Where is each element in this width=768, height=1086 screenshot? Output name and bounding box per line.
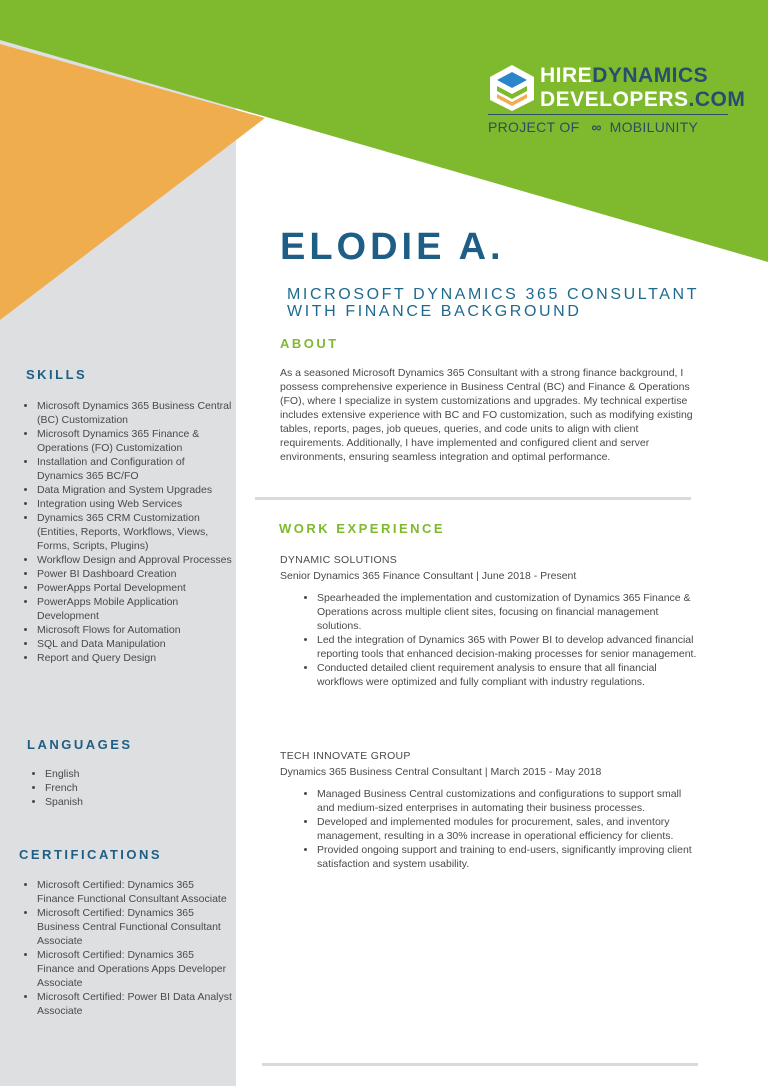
job-bullet: • Provided ongoing support and training to end-users, significantly improving client satisfaction and system usability.	[317, 843, 701, 871]
skill-item: • SQL and Data Manipulation	[37, 637, 233, 651]
role-line-1: MICROSOFT DYNAMICS 365 CONSULTANT	[287, 286, 700, 303]
skill-item: • Data Migration and System Upgrades	[37, 483, 233, 497]
about-heading: ABOUT	[280, 336, 339, 351]
logo-subtitle-prefix: PROJECT OF	[488, 119, 580, 135]
company-logo	[488, 62, 746, 142]
certification-item: • Microsoft Certified: Dynamics 365 Business Central Functional Consultant Associate	[37, 906, 233, 948]
language-item: • French	[45, 781, 225, 795]
job-bullet: • Spearheaded the implementation and customization of Dynamics 365 Finance & Operations across multiple client sites, focusing on financial management solutions.	[317, 591, 701, 633]
certification-item: • Microsoft Certified: Dynamics 365 Finance Functional Consultant Associate	[37, 878, 233, 906]
bottom-divider	[262, 1063, 698, 1066]
skills-list	[21, 399, 233, 665]
logo-divider	[488, 114, 728, 115]
skill-item: • Power BI Dashboard Creation	[37, 567, 233, 581]
skill-item: • Microsoft Dynamics 365 Finance & Operations (FO) Customization	[37, 427, 233, 455]
candidate-role	[287, 286, 727, 320]
language-item: • Spanish	[45, 795, 225, 809]
job-bullet: • Conducted detailed client requirement analysis to ensure that all financial workflows were optimized and fully compliant with industry regulations.	[317, 661, 701, 689]
section-divider	[255, 497, 691, 500]
job-bullet: • Managed Business Central customizations and configurations to support small and medium-sized enterprises in automating their business processes.	[317, 787, 701, 815]
logo-word-developers: DEVELOPERS	[540, 88, 689, 111]
layered-diamond-icon	[488, 64, 536, 112]
skill-item: • Dynamics 365 CRM Customization (Entities, Reports, Workflows, Views, Forms, Scripts, Plugins)	[37, 511, 233, 553]
skill-item: • Installation and Configuration of Dynamics 365 BC/FO	[37, 455, 233, 483]
job-title: Senior Dynamics 365 Finance Consultant | June 2018 - Present	[280, 570, 577, 582]
logo-word-com: .COM	[688, 88, 746, 111]
logo-subtitle-brand: MOBILUNITY	[609, 119, 699, 135]
work-experience-heading: WORK EXPERIENCE	[279, 521, 446, 536]
job-title: Dynamics 365 Business Central Consultant | March 2015 - May 2018	[280, 766, 602, 778]
certifications-list	[21, 878, 233, 1018]
skill-item: • Workflow Design and Approval Processes	[37, 553, 233, 567]
job-bullet: • Led the integration of Dynamics 365 with Power BI to develop advanced financial reporting tools that enhanced decision-making processes for senior management.	[317, 633, 701, 661]
language-item: • English	[45, 767, 225, 781]
skill-item: • Integration using Web Services	[37, 497, 233, 511]
logo-line-2	[540, 89, 745, 111]
candidate-name: ELODIE A.	[280, 226, 505, 268]
skills-heading: SKILLS	[26, 367, 88, 382]
skill-item: • Microsoft Flows for Automation	[37, 623, 233, 637]
mobilunity-icon: ∞	[591, 119, 602, 135]
about-text: As a seasoned Microsoft Dynamics 365 Consultant with a strong finance background, I possess comprehensive experience in Business Central (BC) and Finance & Operations (FO), where I specialize in system customizations and upgrades. My technical expertise includes extensive experience with BC and FO customization, such as modifying existing tables, reports, pages, job queues, queries, and code units to align with client requirements. Additionally, I have implemented and configured client and server environments, ensuring seamless integration and optimal performance.	[280, 367, 693, 463]
certifications-heading: CERTIFICATIONS	[19, 847, 163, 862]
logo-word-hire: HIRE	[540, 64, 593, 87]
certification-item: • Microsoft Certified: Power BI Data Analyst Associate	[37, 990, 233, 1018]
certification-item: • Microsoft Certified: Dynamics 365 Finance and Operations Apps Developer Associate	[37, 948, 233, 990]
job-company: DYNAMIC SOLUTIONS	[280, 554, 398, 566]
role-line-2: WITH FINANCE BACKGROUND	[287, 303, 582, 320]
skill-item: • Report and Query Design	[37, 651, 233, 665]
logo-line-1	[540, 65, 708, 87]
skill-item: • PowerApps Portal Development	[37, 581, 233, 595]
logo-subtitle	[488, 119, 698, 135]
skill-item: • PowerApps Mobile Application Development	[37, 595, 233, 623]
languages-heading: LANGUAGES	[27, 737, 133, 752]
job-bullet: • Developed and implemented modules for procurement, sales, and inventory management, resulting in a 30% increase in operational efficiency for clients.	[317, 815, 701, 843]
job-company: TECH INNOVATE GROUP	[280, 750, 411, 762]
job-bullets	[301, 591, 701, 689]
job-bullets	[301, 787, 701, 871]
skill-item: • Microsoft Dynamics 365 Business Central (BC) Customization	[37, 399, 233, 427]
logo-word-dynamics: DYNAMICS	[592, 64, 709, 87]
languages-list	[29, 767, 225, 809]
